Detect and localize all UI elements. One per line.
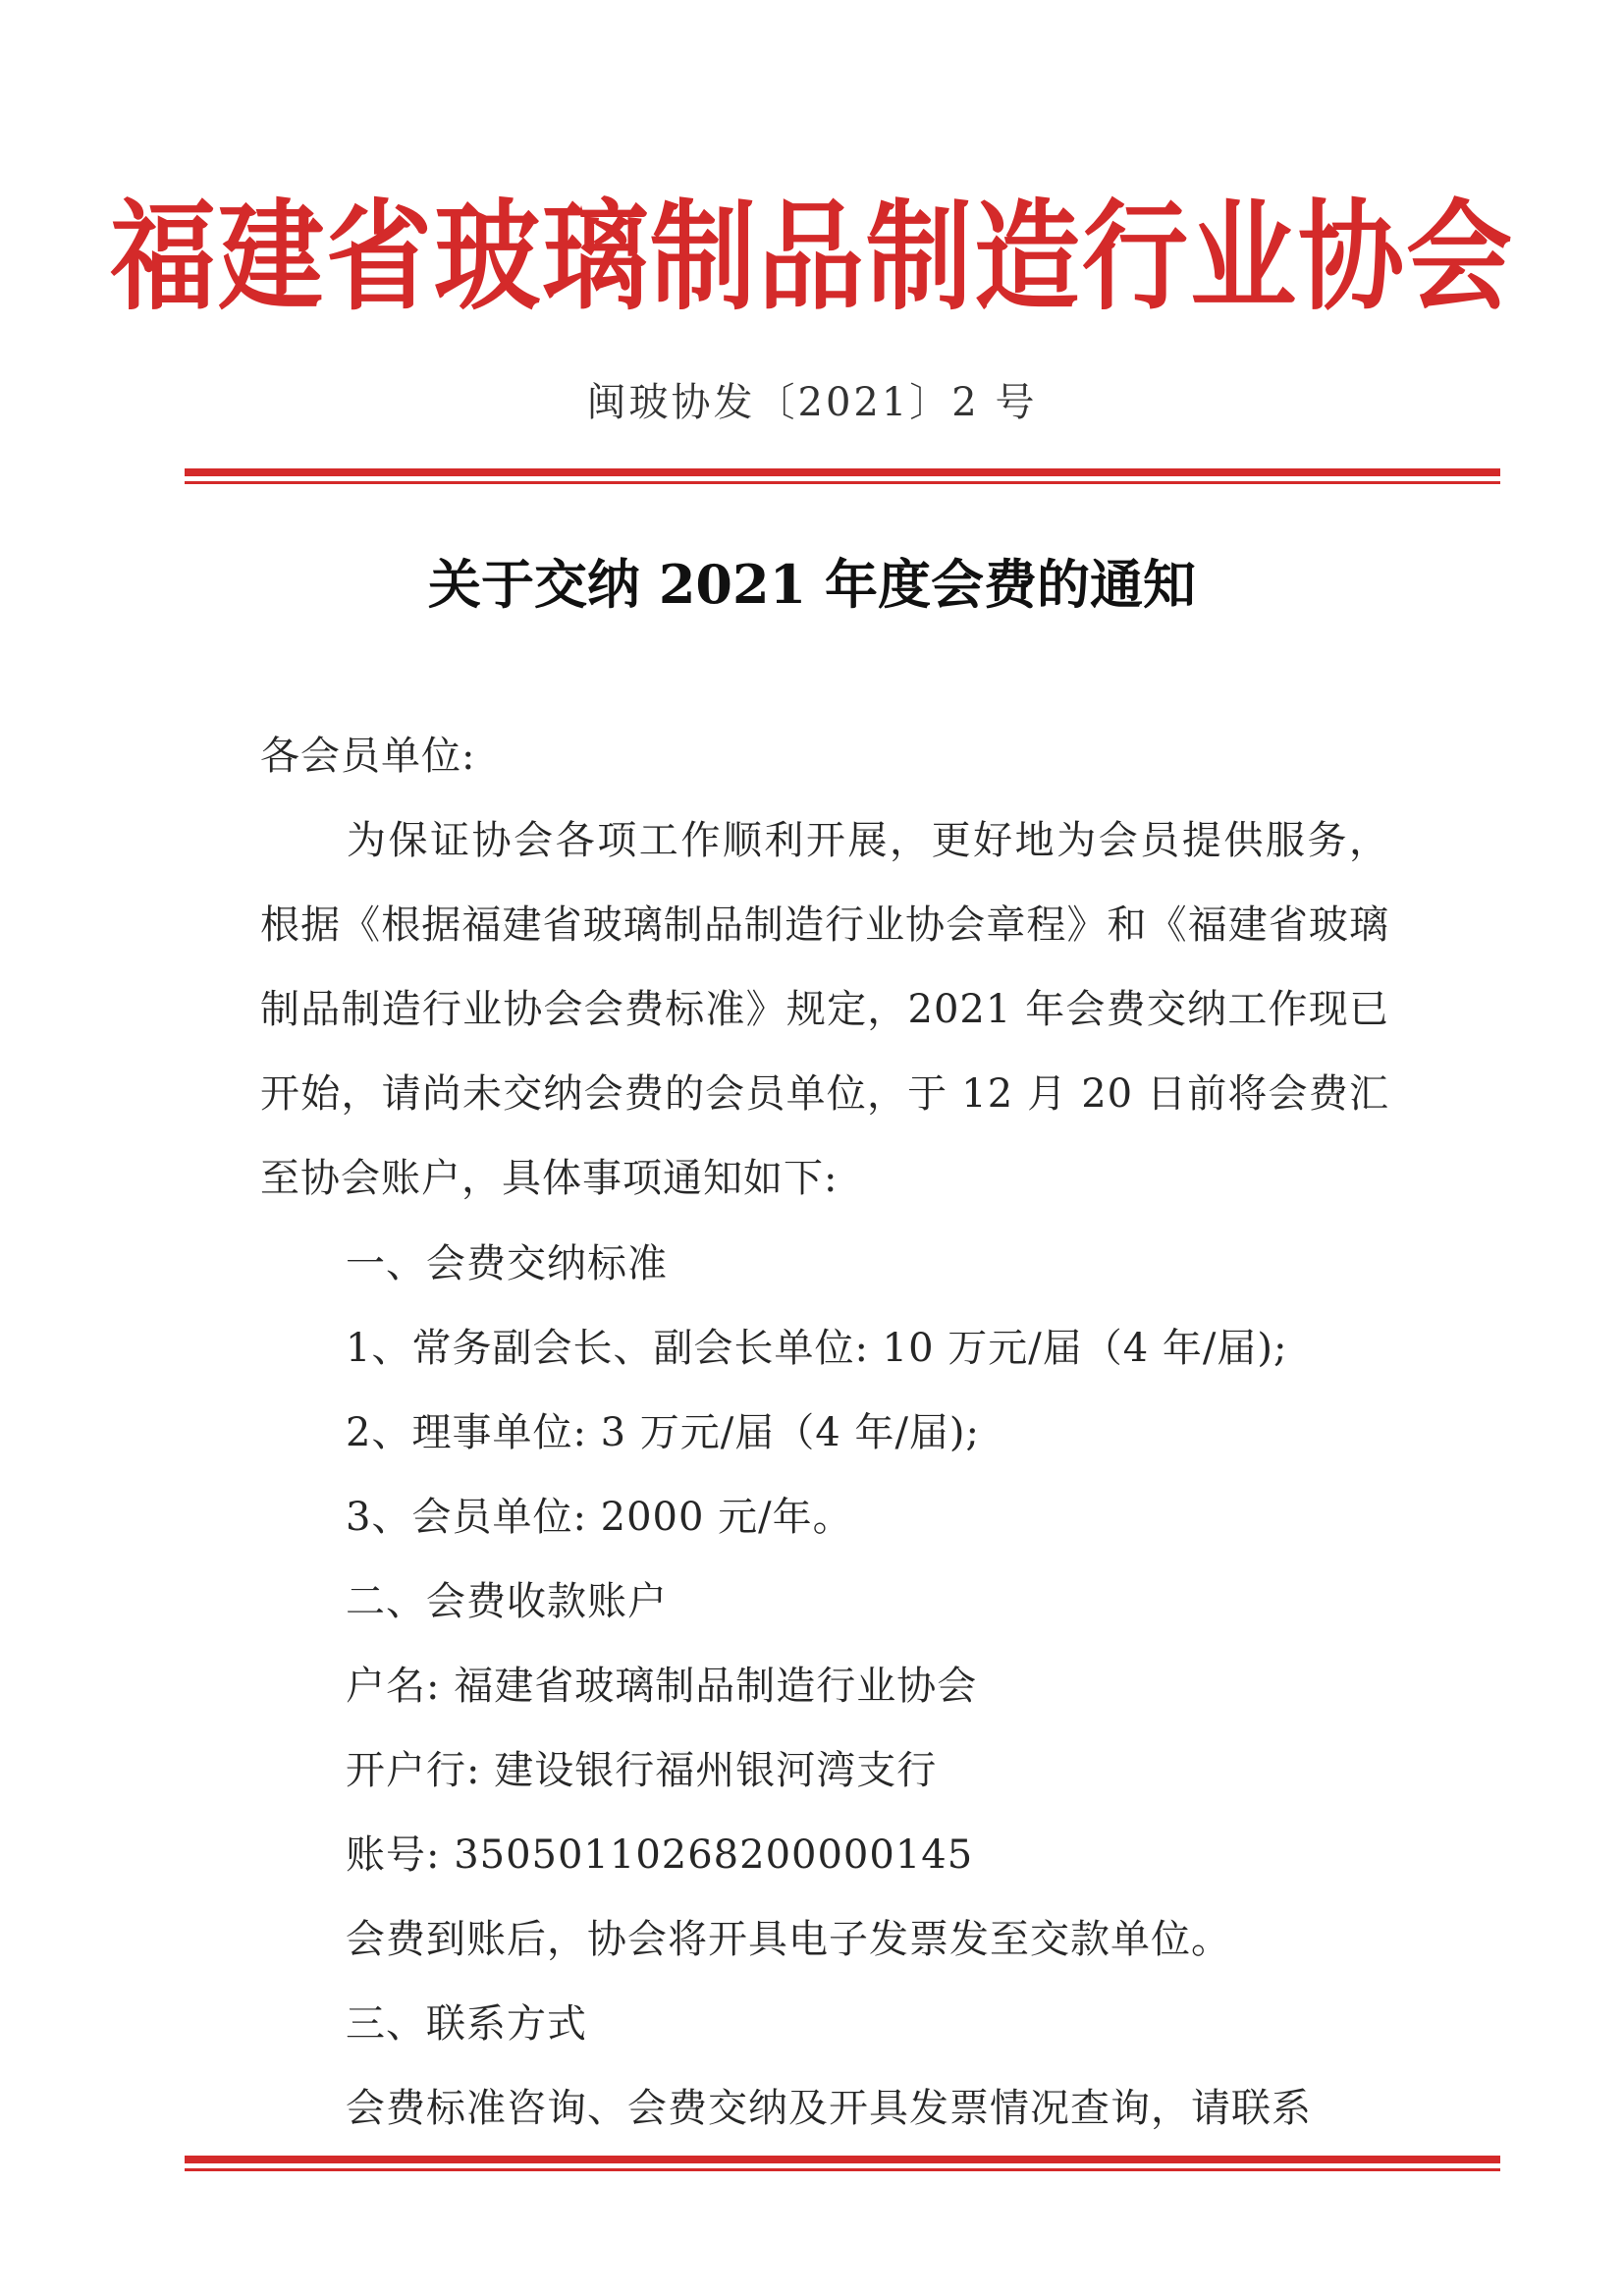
- document-number: 闽玻协发〔2021〕2 号: [586, 380, 1038, 425]
- fee-item-member: 3、会员单位: 2000 元/年。: [346, 1495, 853, 1540]
- letterhead-title: 福建省玻璃制品制造行业协会: [109, 188, 1514, 327]
- fee-standard-heading: 一、会费交纳标准: [346, 1241, 668, 1286]
- invoice-note: 会费到账后，协会将开具电子发票发至交款单位。: [346, 1917, 1231, 1962]
- account-heading: 二、会费收款账户: [346, 1579, 668, 1624]
- contact-text: 会费标准咨询、会费交纳及开具发票情况查询，请联系: [346, 2086, 1312, 2131]
- account-name: 户名: 福建省玻璃制品制造行业协会: [346, 1664, 978, 1709]
- account-bank: 开户行: 建设银行福州银河湾支行: [346, 1748, 938, 1793]
- intro-paragraph: 为保证协会各项工作顺利开展，更好地为会员提供服务，根据《根据福建省玻璃制品制造行业协会章程》和《福建省玻璃制品制造行业协会会费标准》规定，2021 年会费交纳工作现已开始，请尚未交纳会费的会员单位，于 12 月 20 日前将会费汇至协会账户，具体事项通知如下:: [260, 818, 1389, 1201]
- salutation: 各会员单位:: [260, 734, 476, 779]
- notice-title: 关于交纳 2021 年度会费的通知: [428, 553, 1196, 616]
- account-number: 账号: 35050110268200000145: [346, 1832, 974, 1878]
- fee-item-vice-president: 1、常务副会长、副会长单位: 10 万元/届（4 年/届);: [346, 1326, 1288, 1371]
- top-divider: [185, 468, 1500, 484]
- contact-heading: 三、联系方式: [346, 2001, 587, 2047]
- bottom-divider: [185, 2156, 1500, 2171]
- fee-item-director: 2、理事单位: 3 万元/届（4 年/届);: [346, 1410, 981, 1455]
